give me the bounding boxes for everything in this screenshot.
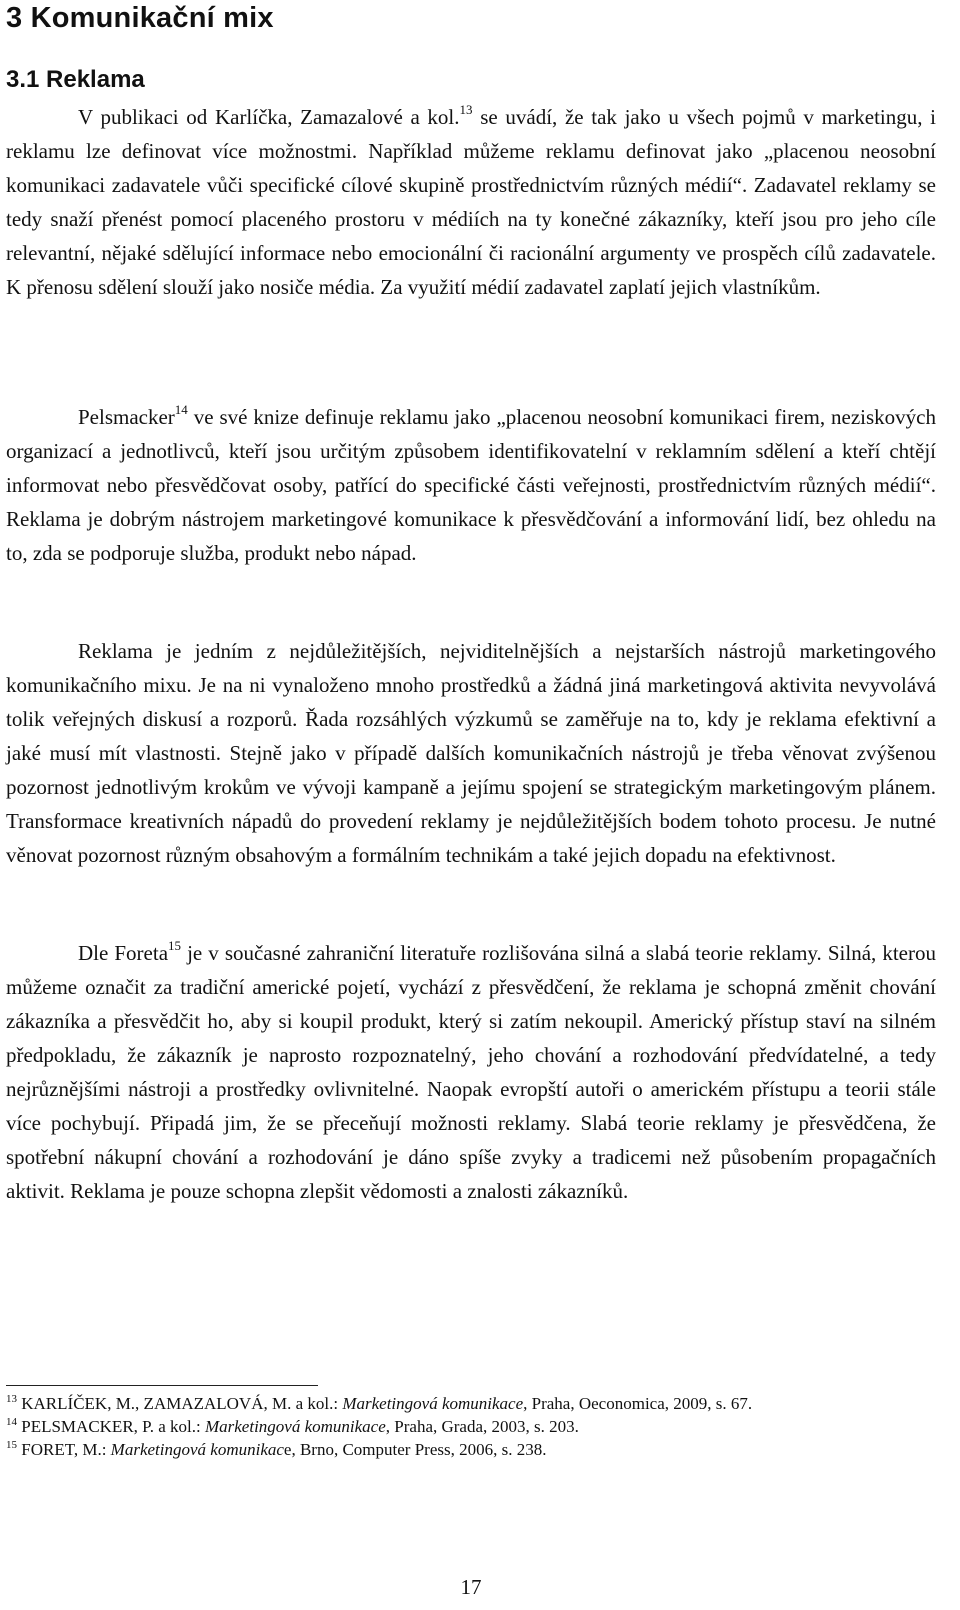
page-number: 17: [460, 1575, 482, 1599]
footnote-title: Marketingová komunikace: [342, 1394, 524, 1413]
paragraph-1-intro: V publikaci od Karlíčka, Zamazalové a kol.: [78, 105, 460, 129]
footnote-author: FORET, M.:: [17, 1440, 111, 1459]
footnote-title: Marketingová komunikac: [110, 1440, 284, 1459]
footnote-15: [6, 1438, 936, 1461]
footnotes: [6, 1392, 936, 1461]
paragraph-4-body: je v současné zahraniční literatuře rozlišována silná a slabá teorie reklamy. Silná, kterou můžeme označit za tradiční americké pojetí, vychází z přesvědčení, že reklama je schopná změnit chování zákazníka a přesvědčit ho, aby si koupil produkt, který si zatím nekoupil. Americký přístup staví na silném předpokladu, že zákazník je naprosto rozpoznatelný, jeho chování a rozhodování předvídatelné, a tedy nejrůznějšími nástroji a prostředky ovlivnitelné. Naopak evropští autoři o americkém přístupu a teorii stále více pochybují. Připadá jim, že se přeceňují možnosti reklamy. Slabá teorie reklamy je přesvědčena, že spotřební nákupní chování a rozhodování je dáno spíše zvyky a tradicemi než působením propagačních aktivit. Reklama je pouze schopna zlepšit vědomosti a znalosti zákazníků.: [6, 941, 936, 1203]
paragraph-1-body: se uvádí, že tak jako u všech pojmů v marketingu, i reklamu lze definovat více možnostmi. Například můžeme reklamu definovat jako „placenou neosobní komunikaci zadavatele vůči specifické cílové skupině prostřednictvím různých médií“. Zadavatel reklamy se tedy snaží přenést pomocí placeného prostoru v médiích na ty konečné zákazníky, kteří jsou pro jeho cíle relevantní, nějaké sdělující informace nebo emocionální či racionální argumenty ve prospěch cílů zadavatele. K přenosu sdělení slouží jako nosiče média. Za využití médií zadavatel zaplatí jejich vlastníkům.: [6, 105, 936, 299]
footnote-publication: , Praha, Grada, 2003, s. 203.: [385, 1417, 579, 1436]
footnote-publication: , Praha, Oeconomica, 2009, s. 67.: [523, 1394, 753, 1413]
footnote-14: [6, 1415, 936, 1438]
section-title: 3.1 Reklama: [6, 66, 145, 93]
footnote-publication: e, Brno, Computer Press, 2006, s. 238.: [283, 1440, 547, 1459]
chapter-title: 3 Komunikační mix: [6, 2, 274, 34]
footnote-number: 15: [6, 1439, 17, 1451]
paragraph-4-intro: Dle Foreta: [78, 941, 169, 965]
footnote-author: PELSMACKER, P. a kol.:: [17, 1417, 205, 1436]
footnote-author: KARLÍČEK, M., ZAMAZALOVÁ, M. a kol.:: [17, 1394, 343, 1413]
footnote-ref-14[interactable]: 14: [174, 402, 188, 417]
paragraph-4: [6, 936, 936, 1208]
paragraph-2-intro: Pelsmacker: [78, 405, 175, 429]
footnote-13: [6, 1392, 936, 1415]
paragraph-1: [6, 100, 936, 304]
paragraph-2-body: ve své knize definuje reklamu jako „placenou neosobní komunikaci firem, neziskových organizací a jednotlivců, kteří jsou určitým způsobem identifikovatelní v reklamním sdělení a kteří chtějí informovat nebo přesvědčovat osoby, patřící do specifické části veřejnosti, prostřednictvím různých médií“. Reklama je dobrým nástrojem marketingové komunikace k přesvědčování a informování lidí, bez ohledu na to, zda se podporuje služba, produkt nebo nápad.: [6, 405, 936, 565]
footnote-ref-15[interactable]: 15: [168, 938, 182, 953]
footnote-divider: [6, 1385, 318, 1386]
footnote-title: Marketingová komunikace: [204, 1417, 386, 1436]
footnote-number: 13: [6, 1393, 17, 1405]
footnote-number: 14: [6, 1416, 17, 1428]
footnote-ref-13[interactable]: 13: [459, 102, 473, 117]
paragraph-3: Reklama je jedním z nejdůležitějších, nejviditelnějších a nejstarších nástrojů marketingového komunikačního mixu. Je na ni vynaloženo mnoho prostředků a žádná jiná marketingová aktivita nevyvolává tolik veřejných diskusí a rozporů. Řada rozsáhlých výzkumů se zaměřuje na to, kdy je reklama efektivní a jaké musí mít vlastnosti. Stejně jako v případě dalších komunikačních nástrojů je třeba věnovat zvýšenou pozornost jednotlivým krokům ve vývoji kampaně a jejímu spojení se strategickým marketingovým plánem. Transformace kreativních nápadů do provedení reklamy je nejdůležitějších bodem tohoto procesu. Je nutné věnovat pozornost různým obsahovým a formálním technikám a také jejich dopadu na efektivnost.: [6, 639, 936, 867]
paragraph-2: [6, 400, 936, 570]
